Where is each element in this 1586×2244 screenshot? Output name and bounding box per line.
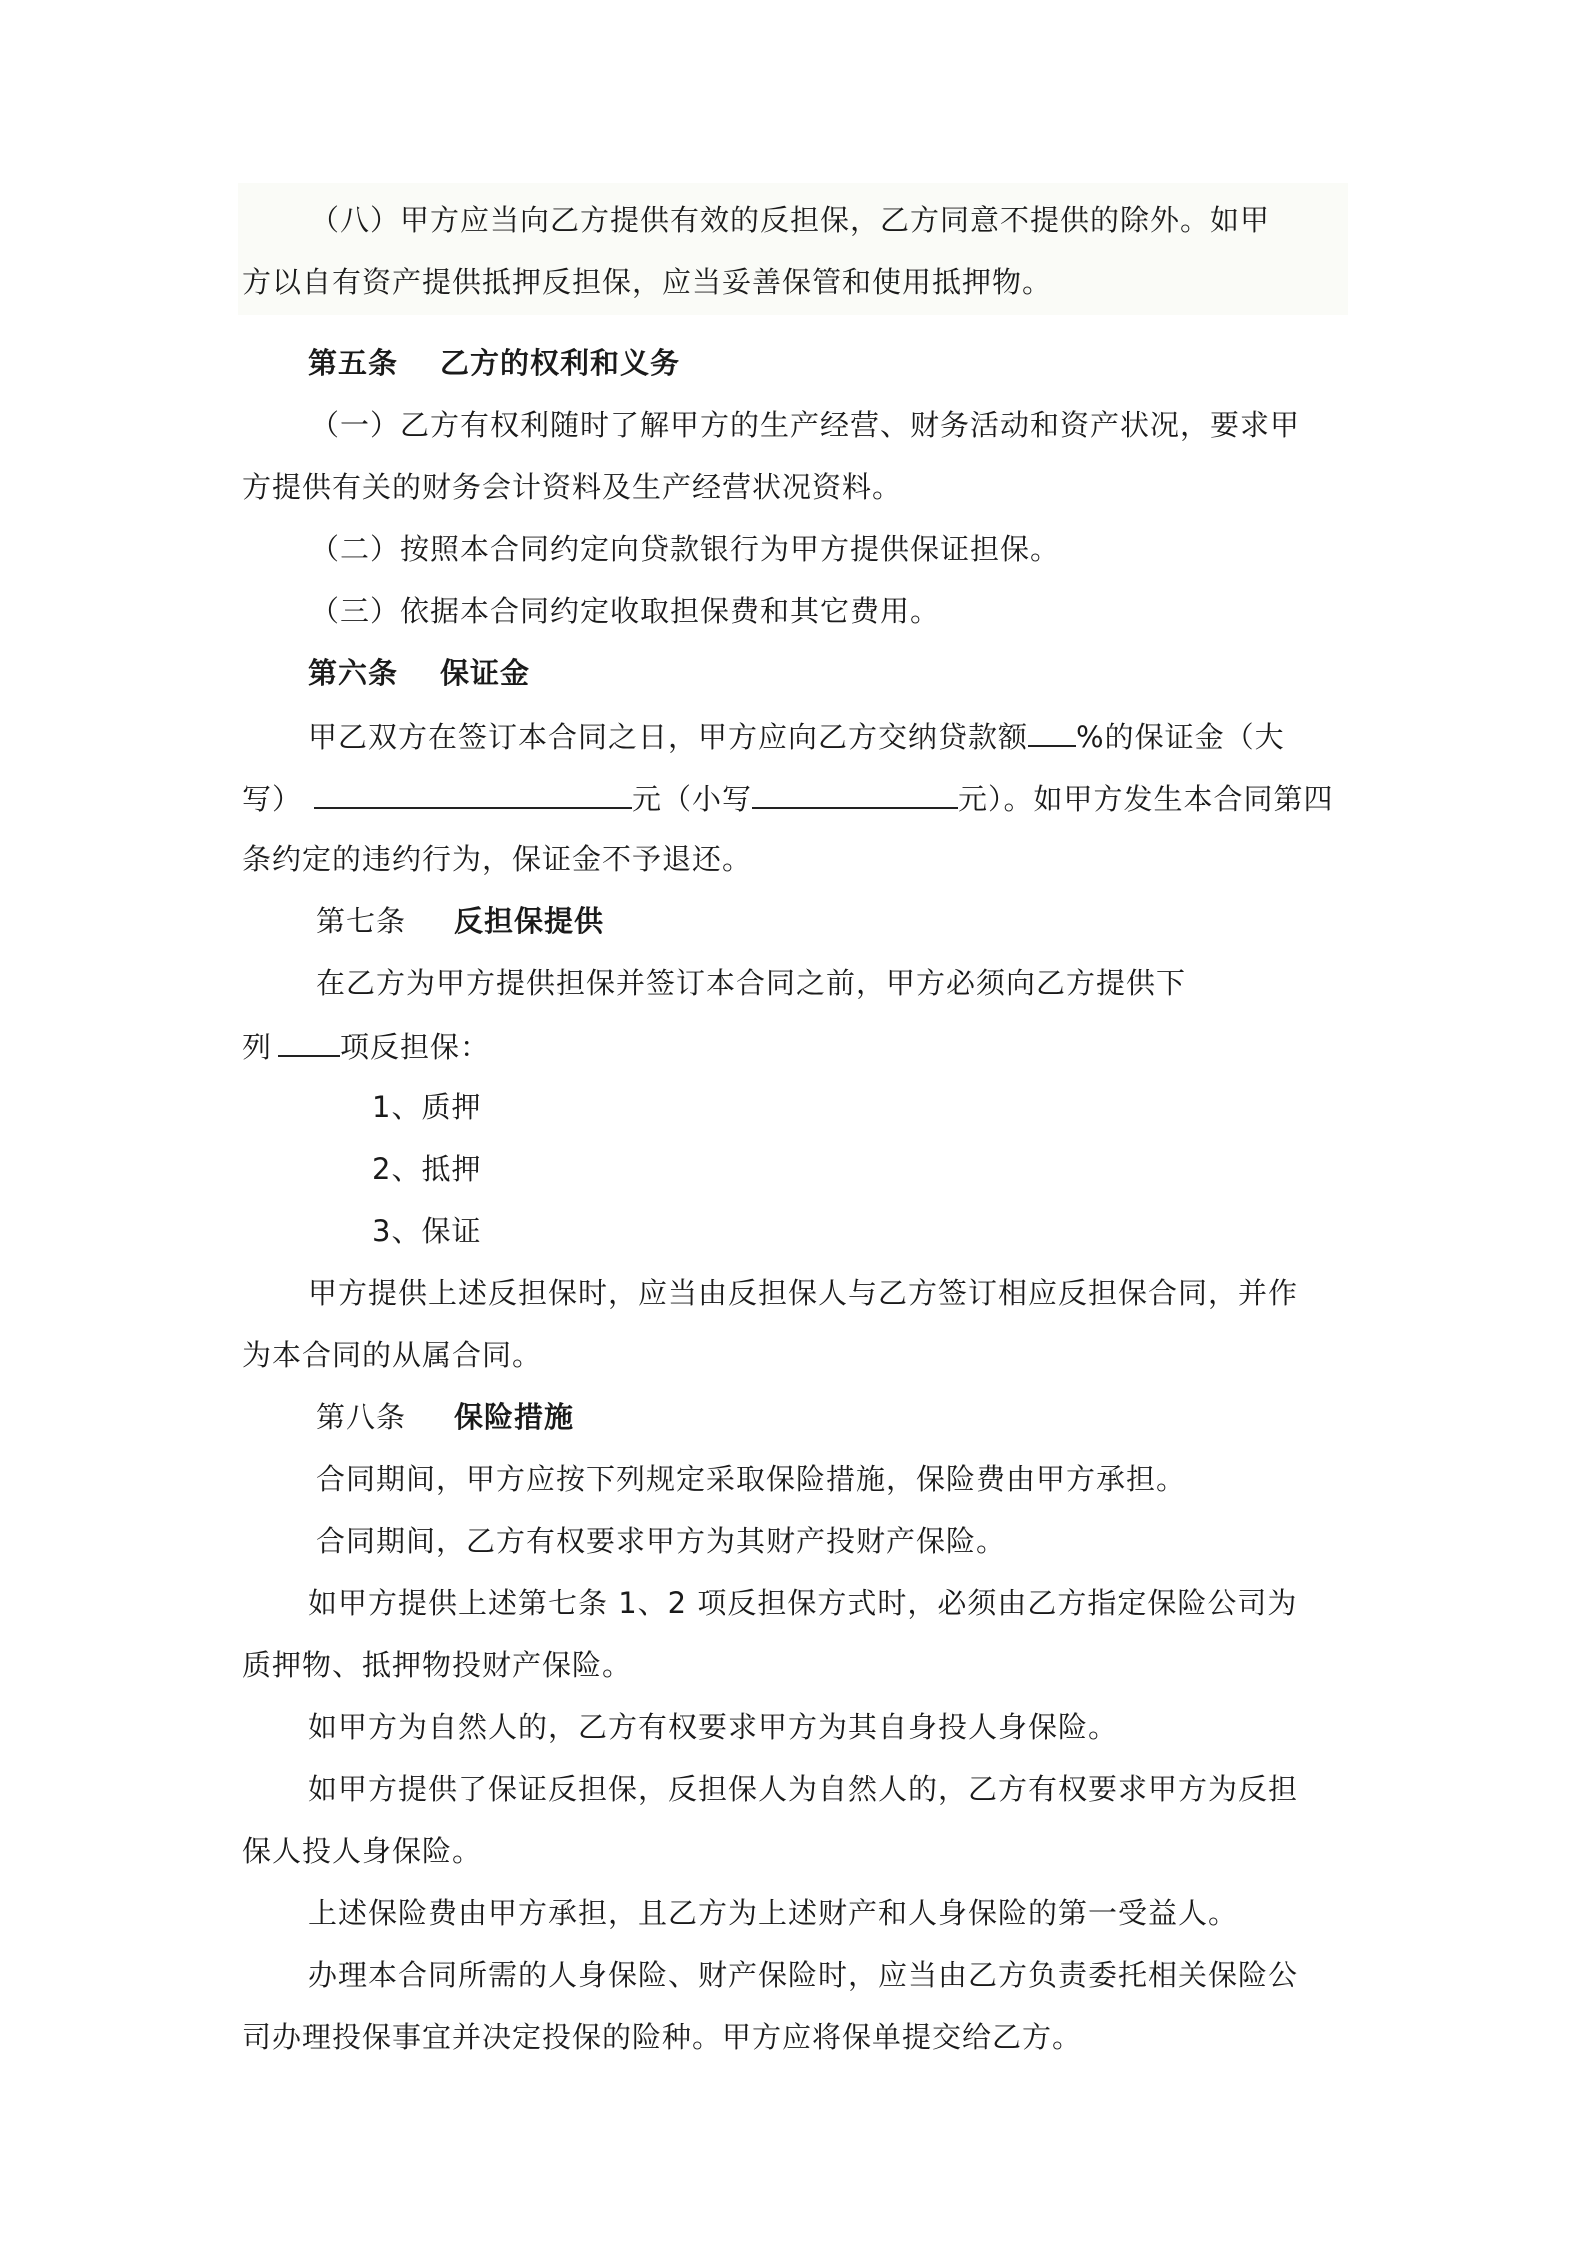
article-6-text-a: 甲乙双方在签订本合同之日，甲方应向乙方交纳贷款额	[308, 720, 1029, 754]
article-7-number: 第七条	[316, 904, 407, 938]
article-6-number: 第六条	[308, 656, 399, 690]
clause-8-line-1: （八）甲方应当向乙方提供有效的反担保，乙方同意不提供的除外。如甲	[310, 203, 1271, 237]
article-7-line-1: 在乙方为甲方提供担保并签订本合同之前，甲方必须向乙方提供下	[316, 966, 1187, 1000]
article-8-para-5-line-2: 保人投人身保险。	[242, 1834, 483, 1868]
article-8-para-3-line-1: 如甲方提供上述第七条 1、2 项反担保方式时，必须由乙方指定保险公司为	[308, 1586, 1298, 1620]
article-6-text-b: %的保证金（大	[1076, 720, 1285, 754]
article-8-para-7-line-1: 办理本合同所需的人身保险、财产保险时，应当由乙方负责委托相关保险公	[308, 1958, 1299, 1992]
article-6-line-2	[242, 777, 1334, 819]
article-8-para-3-line-2: 质押物、抵押物投财产保险。	[242, 1648, 633, 1682]
article-6-title: 保证金	[440, 656, 531, 690]
article-8-heading	[316, 1397, 574, 1437]
deposit-percent-blank	[1028, 715, 1076, 747]
article-6-line-3: 条约定的违约行为，保证金不予退还。	[242, 842, 753, 876]
article-5-number: 第五条	[308, 346, 399, 380]
article-5-item-3: （三）依据本合同约定收取担保费和其它费用。	[310, 594, 941, 628]
article-8-para-4: 如甲方为自然人的，乙方有权要求甲方为其自身投人身保险。	[308, 1710, 1119, 1744]
article-5-heading	[308, 343, 680, 383]
amount-uppercase-blank	[314, 777, 632, 809]
article-5-item-1-line-2: 方提供有关的财务会计资料及生产经营状况资料。	[242, 470, 903, 504]
article-8-para-6: 上述保险费由甲方承担，且乙方为上述财产和人身保险的第一受益人。	[308, 1896, 1239, 1930]
article-7-line-2	[242, 1025, 490, 1067]
article-8-para-5-line-1: 如甲方提供了保证反担保，反担保人为自然人的，乙方有权要求甲方为反担	[308, 1772, 1299, 1806]
article-8-para-1: 合同期间，甲方应按下列规定采取保险措施，保险费由甲方承担。	[316, 1462, 1187, 1496]
article-7-list-item-2: 2、抵押	[372, 1152, 482, 1186]
article-6-text-e: 元）。如甲方发生本合同第四	[958, 782, 1334, 816]
article-7-para-line-1: 甲方提供上述反担保时，应当由反担保人与乙方签订相应反担保合同，并作	[308, 1276, 1299, 1310]
article-6-text-c: 写）	[242, 782, 303, 816]
article-8-para-2: 合同期间，乙方有权要求甲方为其财产投财产保险。	[316, 1524, 1007, 1558]
article-5-item-2: （二）按照本合同约定向贷款银行为甲方提供保证担保。	[310, 532, 1061, 566]
amount-lowercase-blank	[752, 777, 958, 809]
article-5-item-1-line-1: （一）乙方有权利随时了解甲方的生产经营、财务活动和资产状况，要求甲	[310, 408, 1301, 442]
article-7-text-a: 列	[242, 1030, 273, 1064]
counter-guarantee-count-blank	[278, 1025, 340, 1057]
article-7-title: 反担保提供	[454, 904, 605, 938]
article-7-list-item-1: 1、质押	[372, 1090, 482, 1124]
article-7-list-item-3: 3、保证	[372, 1214, 482, 1248]
article-6-text-d: 元（小写	[632, 782, 753, 816]
article-8-title: 保险措施	[454, 1400, 575, 1434]
article-7-para-line-2: 为本合同的从属合同。	[242, 1338, 543, 1372]
article-8-number: 第八条	[316, 1400, 407, 1434]
article-7-heading	[316, 901, 604, 941]
article-5-title: 乙方的权利和义务	[440, 346, 681, 380]
article-6-line-1	[308, 715, 1285, 757]
article-8-para-7-line-2: 司办理投保事宜并决定投保的险种。甲方应将保单提交给乙方。	[242, 2020, 1083, 2054]
article-6-heading	[308, 653, 530, 693]
article-7-text-b: 项反担保：	[340, 1030, 491, 1064]
clause-8-line-2: 方以自有资产提供抵押反担保，应当妥善保管和使用抵押物。	[242, 265, 1053, 299]
